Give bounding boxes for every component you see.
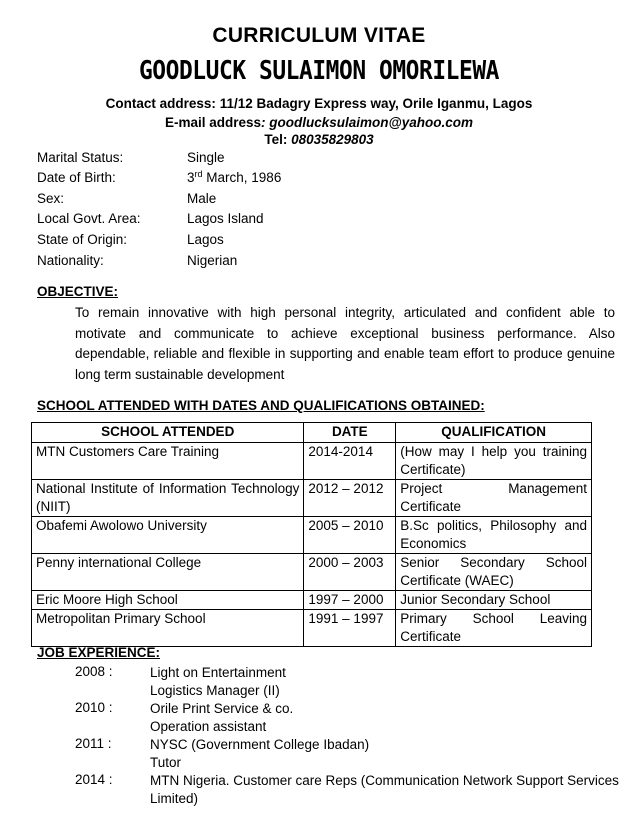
school-cell: Penny international College bbox=[32, 554, 304, 591]
table-header-row bbox=[32, 423, 592, 443]
objective-text: To remain innovative with high personal integrity, articulated and confident able to motivate and communicate to achieve exceptional business performance. Also dependable, reliable and flexible in supporting and enable team effort to produce genuine long term sustainable development bbox=[75, 305, 615, 382]
table-row bbox=[32, 591, 592, 610]
school-cell: National Institute of Information Technology (NIIT) bbox=[32, 480, 304, 517]
school-cell: MTN Customers Care Training bbox=[32, 443, 304, 480]
job-line-1: NYSC (Government College Ibadan) bbox=[150, 737, 370, 752]
sex-label: Sex: bbox=[37, 191, 65, 206]
dob-label: Date of Birth: bbox=[37, 170, 116, 185]
job-line-1: Orile Print Service & co. bbox=[150, 701, 294, 716]
date-cell: 2000 – 2003 bbox=[304, 554, 396, 591]
contact-address-label: Contact address: bbox=[105, 96, 220, 111]
column-header-date: DATE bbox=[304, 423, 396, 443]
job-year: 2010 : bbox=[75, 700, 113, 715]
dob-value bbox=[187, 170, 281, 185]
document-title: CURRICULUM VITAE bbox=[212, 24, 426, 47]
dob-rest: March, 1986 bbox=[202, 170, 282, 185]
date-cell: 2012 – 2012 bbox=[304, 480, 396, 517]
job-description bbox=[150, 700, 625, 736]
job-line-2: Tutor bbox=[150, 755, 182, 770]
dob-day: 3 bbox=[187, 170, 195, 185]
job-line-1: Light on Entertainment bbox=[150, 665, 286, 680]
job-line-2: Operation assistant bbox=[150, 719, 267, 734]
contact-address bbox=[0, 96, 638, 111]
jobs-heading: JOB EXPERIENCE: bbox=[37, 645, 161, 660]
nationality-value: Nigerian bbox=[187, 253, 238, 268]
table-row bbox=[32, 480, 592, 517]
column-header-school: SCHOOL ATTENDED bbox=[32, 423, 304, 443]
date-cell: 2014-2014 bbox=[304, 443, 396, 480]
qualification-cell: Project Management Certificate bbox=[396, 480, 592, 517]
school-cell: Obafemi Awolowo University bbox=[32, 517, 304, 554]
job-year: 2008 : bbox=[75, 664, 113, 679]
job-list bbox=[75, 664, 625, 808]
lga-value: Lagos Island bbox=[187, 211, 264, 226]
job-description bbox=[150, 772, 625, 808]
nationality-label: Nationality: bbox=[37, 253, 104, 268]
job-line-1: MTN Nigeria. Customer care Reps (Communication Network Support Services bbox=[150, 773, 619, 788]
school-cell: Eric Moore High School bbox=[32, 591, 304, 610]
objective-heading: OBJECTIVE: bbox=[37, 284, 119, 299]
list-item bbox=[75, 700, 625, 736]
column-header-qualification: QUALIFICATION bbox=[396, 423, 592, 443]
contact-address-value: 11/12 Badagry Express way, Orile Iganmu, Lagos bbox=[219, 96, 533, 111]
contact-tel bbox=[0, 132, 638, 147]
list-item bbox=[75, 736, 625, 772]
contact-email bbox=[0, 115, 638, 130]
marital-status-label: Marital Status: bbox=[37, 150, 124, 165]
list-item bbox=[75, 664, 625, 700]
dob-suffix: rd bbox=[194, 169, 203, 179]
lga-label: Local Govt. Area: bbox=[37, 211, 141, 226]
job-description bbox=[150, 664, 625, 700]
date-cell: 2005 – 2010 bbox=[304, 517, 396, 554]
job-description bbox=[150, 736, 625, 772]
job-line-2: Limited) bbox=[150, 791, 199, 806]
qualification-cell: Senior Secondary School Certificate (WAEC) bbox=[396, 554, 592, 591]
table-row bbox=[32, 610, 592, 647]
date-cell: 1997 – 2000 bbox=[304, 591, 396, 610]
schools-table bbox=[31, 422, 592, 647]
job-year: 2011 : bbox=[75, 736, 112, 751]
sex-value: Male bbox=[187, 191, 217, 206]
date-cell: 1991 – 1997 bbox=[304, 610, 396, 647]
qualification-cell: B.Sc politics, Philosophy and Economics bbox=[396, 517, 592, 554]
job-year: 2014 : bbox=[75, 772, 113, 787]
email-value: : goodlucksulaimon@yahoo.com bbox=[261, 115, 473, 130]
job-line-2: Logistics Manager (II) bbox=[150, 683, 280, 698]
qualification-cell: (How may I help you training Certificate) bbox=[396, 443, 592, 480]
table-row bbox=[32, 517, 592, 554]
tel-value: 08035829803 bbox=[291, 132, 374, 147]
candidate-name: GOODLUCK SULAIMON OMORILEWA bbox=[138, 56, 500, 86]
qualification-cell: Primary School Leaving Certificate bbox=[396, 610, 592, 647]
schools-heading: SCHOOL ATTENDED WITH DATES AND QUALIFICATIONS OBTAINED: bbox=[37, 398, 485, 413]
table-row bbox=[32, 443, 592, 480]
list-item bbox=[75, 772, 625, 808]
marital-status-value: Single bbox=[187, 150, 225, 165]
table-row bbox=[32, 554, 592, 591]
school-cell: Metropolitan Primary School bbox=[32, 610, 304, 647]
qualification-cell: Junior Secondary School bbox=[396, 591, 592, 610]
state-of-origin-label: State of Origin: bbox=[37, 232, 128, 247]
email-label: E-mail address bbox=[165, 115, 262, 130]
state-of-origin-value: Lagos bbox=[187, 232, 224, 247]
tel-label: Tel: bbox=[264, 132, 292, 147]
